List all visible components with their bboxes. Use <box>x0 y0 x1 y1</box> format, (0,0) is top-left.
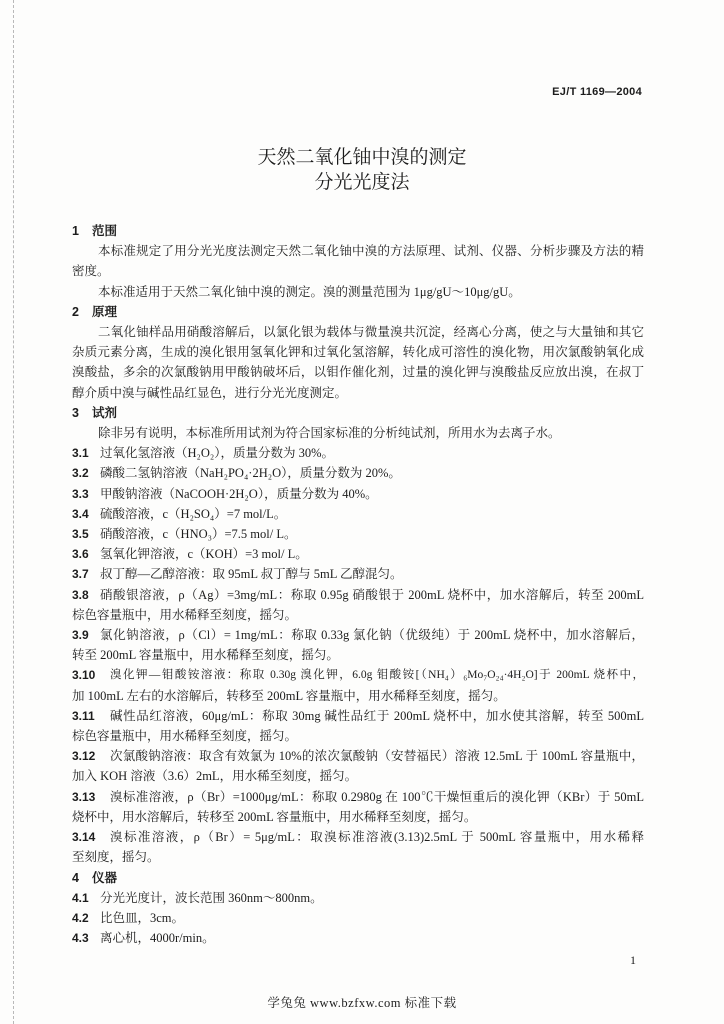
reagent-item-number: 3.12 <box>72 749 96 764</box>
scope-paragraph-1-line-1: 本标准规定了用分光光度法测定天然二氧化铀中溴的方法原理、试剂、仪器、分析步骤及方法的精 <box>98 244 644 259</box>
reagent-item-number: 3.1 <box>72 446 89 461</box>
reagent-item-3-12 <box>72 746 644 766</box>
reagent-item-text: 磷酸二氢钠溶液（NaH₂PO₄·2H₂O），质量分数为 20%。 <box>100 466 401 481</box>
principle-line-2: 杂质元素分离，生成的溴化银用氢氧化钾和过氧化氢溶解，转化成可溶性的溴化物，用次氯酸钠氧化成 <box>72 345 644 360</box>
standard-code: EJ/T 1169—2004 <box>552 86 642 98</box>
reagent-item-text: 溴标准溶液，ρ（Br）=1000μg/mL：称取 0.2980g 在 100℃干燥恒重后的溴化钾（KBr）于 50mL <box>110 789 644 804</box>
reagent-item-3-5 <box>72 524 644 544</box>
reagent-item-text: 碱性品红溶液，60μg/mL：称取 30mg 碱性品红于 200mL 烧杯中，加水使其溶解，转至 500mL <box>110 708 644 723</box>
section-title: 仪器 <box>92 870 118 885</box>
reagent-item-3-3 <box>72 484 644 504</box>
reagent-item-continuation: 烧杯中，用水溶解后，转移至 200mL 容量瓶中，用水稀释至刻度，摇匀。 <box>72 809 477 824</box>
section-number: 4 <box>72 870 79 885</box>
reagent-item-continuation: 至刻度，摇匀。 <box>72 850 160 865</box>
reagent-item-number: 3.14 <box>72 830 96 845</box>
reagent-item-text: 叔丁醇—乙醇溶液：取 95mL 叔丁醇与 5mL 乙醇混匀。 <box>100 567 403 582</box>
principle-line-3: 溴酸盐，多余的次氯酸钠用甲酸钠破坏后，以钼作催化剂，过量的溴化钾与溴酸盐反应放出溴，在叔丁 <box>72 365 644 380</box>
scope-paragraph-1-line-2: 密度。 <box>72 264 110 279</box>
reagent-item-text: 次氯酸钠溶液：取含有效氯为 10%的浓次氯酸钠（安替福民）溶液 12.5mL 于 100mL 容量瓶中， <box>110 749 644 764</box>
section-number: 1 <box>72 224 79 238</box>
apparatus-item-number: 4.1 <box>72 890 89 905</box>
principle-line-4: 醇介质中溴与碱性品红显色，进行分光光度测定。 <box>72 385 348 400</box>
footer-watermark: 学兔兔 www.bzfxw.com 标准下载 <box>267 996 457 1010</box>
reagent-item-3-7 <box>72 564 644 584</box>
section-heading-scope <box>72 221 644 241</box>
apparatus-item-4-2 <box>72 908 644 928</box>
reagent-item-number: 3.6 <box>72 547 89 562</box>
document-title-method: 分光光度法 <box>314 172 410 193</box>
reagent-item-text: 氯化钠溶液，ρ（Cl）= 1mg/mL：称取 0.33g 氯化钠（优级纯）于 200mL 烧杯中，加水溶解后， <box>100 628 644 643</box>
principle-line-1: 二氧化铀样品用硝酸溶解后，以氯化银为载体与微量溴共沉淀，经离心分离，使之与大量铀和其它 <box>98 325 644 340</box>
section-number: 3 <box>72 405 79 420</box>
reagent-item-number: 3.10 <box>72 668 96 683</box>
reagent-item-text: 硝酸溶液，c（HNO₃）=7.5 mol/ L。 <box>100 527 297 542</box>
reagent-item-number: 3.3 <box>72 486 89 501</box>
reagent-item-number: 3.5 <box>72 527 89 542</box>
section-number: 2 <box>72 304 79 319</box>
reagent-item-text: 溴标准溶液，ρ（Br）= 5μg/mL：取溴标准溶液(3.13)2.5mL 于 500mL 容量瓶中，用水稀释 <box>110 830 644 845</box>
apparatus-item-text: 离心机，4000r/min。 <box>100 931 215 946</box>
reagent-item-text: 硝酸银溶液，ρ（Ag）=3mg/mL：称取 0.95g 硝酸银于 200mL 烧杯中，加水溶解后，转至 200mL <box>100 587 644 602</box>
reagent-item-text: 甲酸钠溶液（NaCOOH·2H₂O），质量分数为 40%。 <box>100 486 378 501</box>
reagent-item-3-11 <box>72 706 644 726</box>
page-number: 1 <box>630 953 636 967</box>
reagent-item-3-1 <box>72 443 644 463</box>
reagent-item-number: 3.2 <box>72 466 89 481</box>
reagent-item-3-10 <box>72 665 644 685</box>
reagent-item-continuation: 棕色容量瓶中，用水稀释至刻度，摇匀。 <box>72 607 298 622</box>
reagents-intro: 除非另有说明，本标准所用试剂为符合国家标准的分析纯试剂，所用水为去离子水。 <box>98 426 561 441</box>
reagent-item-number: 3.11 <box>72 708 95 723</box>
reagent-item-number: 3.7 <box>72 567 89 582</box>
reagent-item-number: 3.13 <box>72 789 96 804</box>
reagent-item-continuation: 加入 KOH 溶液（3.6）2mL，用水稀至刻度，摇匀。 <box>72 769 358 784</box>
reagent-item-text: 溴化钾—钼酸铵溶液：称取 0.30g 溴化钾，6.0g 钼酸铵[（NH₄）₆Mo₇O₂₄·4H₂O]于 200mL 烧杯中， <box>110 669 644 682</box>
section-heading-apparatus <box>72 868 644 888</box>
scope-paragraph-2-line-1: 本标准适用于天然二氧化铀中溴的测定。溴的测量范围为 1μg/gU～10μg/gU。 <box>98 284 521 299</box>
document-title-main: 天然二氧化铀中溴的测定 <box>257 147 467 168</box>
apparatus-item-text: 分光光度计，波长范围 360nm～800nm。 <box>100 890 323 905</box>
section-heading-reagents <box>72 403 644 423</box>
apparatus-item-number: 4.2 <box>72 910 89 925</box>
reagent-item-continuation: 转至 200mL 容量瓶中，用水稀释至刻度，摇匀。 <box>72 648 339 663</box>
reagent-item-number: 3.9 <box>72 628 89 643</box>
document-body <box>72 221 644 948</box>
reagent-item-3-2 <box>72 463 644 483</box>
document-title <box>0 145 724 195</box>
reagent-item-3-4 <box>72 504 644 524</box>
reagent-item-continuation: 棕色容量瓶中，用水稀释至刻度，摇匀。 <box>72 729 298 744</box>
section-title: 范围 <box>92 224 118 238</box>
reagent-item-3-6 <box>72 544 644 564</box>
reagent-item-continuation: 加 100mL 左右的水溶解后，转移至 200mL 容量瓶中，用水稀释至刻度，摇匀。 <box>72 688 506 703</box>
section-title: 原理 <box>92 304 118 319</box>
reagent-item-text: 硫酸溶液，c（H₂SO₄）=7 mol/L。 <box>100 506 287 521</box>
reagent-item-text: 氢氧化钾溶液，c（KOH）=3 mol/ L。 <box>100 547 308 562</box>
reagent-item-3-8 <box>72 585 644 605</box>
apparatus-item-text: 比色皿，3cm。 <box>100 910 185 925</box>
apparatus-item-number: 4.3 <box>72 931 89 946</box>
section-heading-principle <box>72 302 644 322</box>
reagent-item-text: 过氧化氢溶液（H₂O₂），质量分数为 30%。 <box>100 446 335 461</box>
reagent-item-number: 3.8 <box>72 587 89 602</box>
reagent-item-3-14 <box>72 827 644 847</box>
section-title: 试剂 <box>92 405 118 420</box>
reagent-item-3-9 <box>72 625 644 645</box>
apparatus-item-4-3 <box>72 928 644 948</box>
apparatus-item-4-1 <box>72 888 644 908</box>
reagent-item-3-13 <box>72 787 644 807</box>
reagent-item-number: 3.4 <box>72 506 89 521</box>
